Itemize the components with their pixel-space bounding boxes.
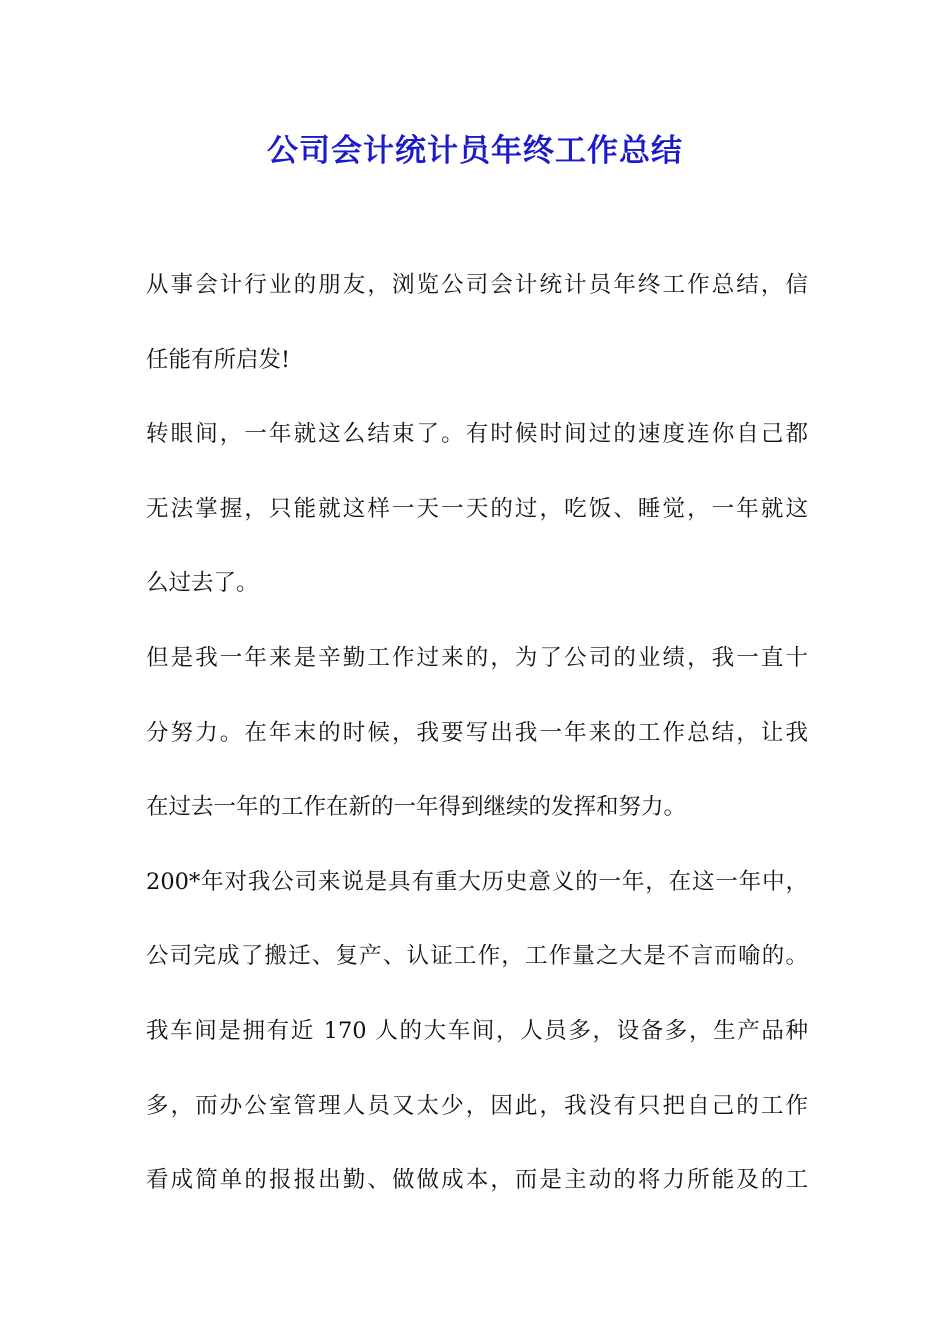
body-line: 任能有所启发!	[146, 346, 291, 373]
body-line: 么过去了。	[146, 570, 259, 597]
document-title: 公司会计统计员年终工作总结	[267, 133, 683, 169]
body-line: 200*年对我公司来说是具有重大历史意义的一年，在这一年中，	[146, 868, 808, 895]
body-line: 看成简单的报报出勤、做做成本，而是主动的将力所能及的工	[146, 1167, 808, 1194]
body-line: 无法掌握，只能就这样一天一天的过，吃饭、睡觉，一年就这	[146, 495, 808, 522]
body-line: 公司完成了搬迁、复产、认证工作，工作量之大是不言而喻的。	[146, 943, 808, 970]
document-body	[146, 262, 808, 1232]
body-line: 从事会计行业的朋友，浏览公司会计统计员年终工作总结，信	[146, 272, 808, 298]
body-line: 分努力。在年末的时候，我要写出我一年来的工作总结，让我	[146, 719, 808, 746]
body-line: 我车间是拥有近 170 人的大车间，人员多，设备多，生产品种	[146, 1017, 808, 1044]
body-line: 转眼间，一年就这么结束了。有时候时间过的速度连你自己都	[146, 421, 808, 448]
body-line: 多，而办公室管理人员又太少，因此，我没有只把自己的工作	[146, 1092, 808, 1119]
body-line: 但是我一年来是辛勤工作过来的，为了公司的业绩，我一直十	[146, 644, 808, 671]
body-line: 在过去一年的工作在新的一年得到继续的发挥和努力。	[146, 794, 687, 821]
